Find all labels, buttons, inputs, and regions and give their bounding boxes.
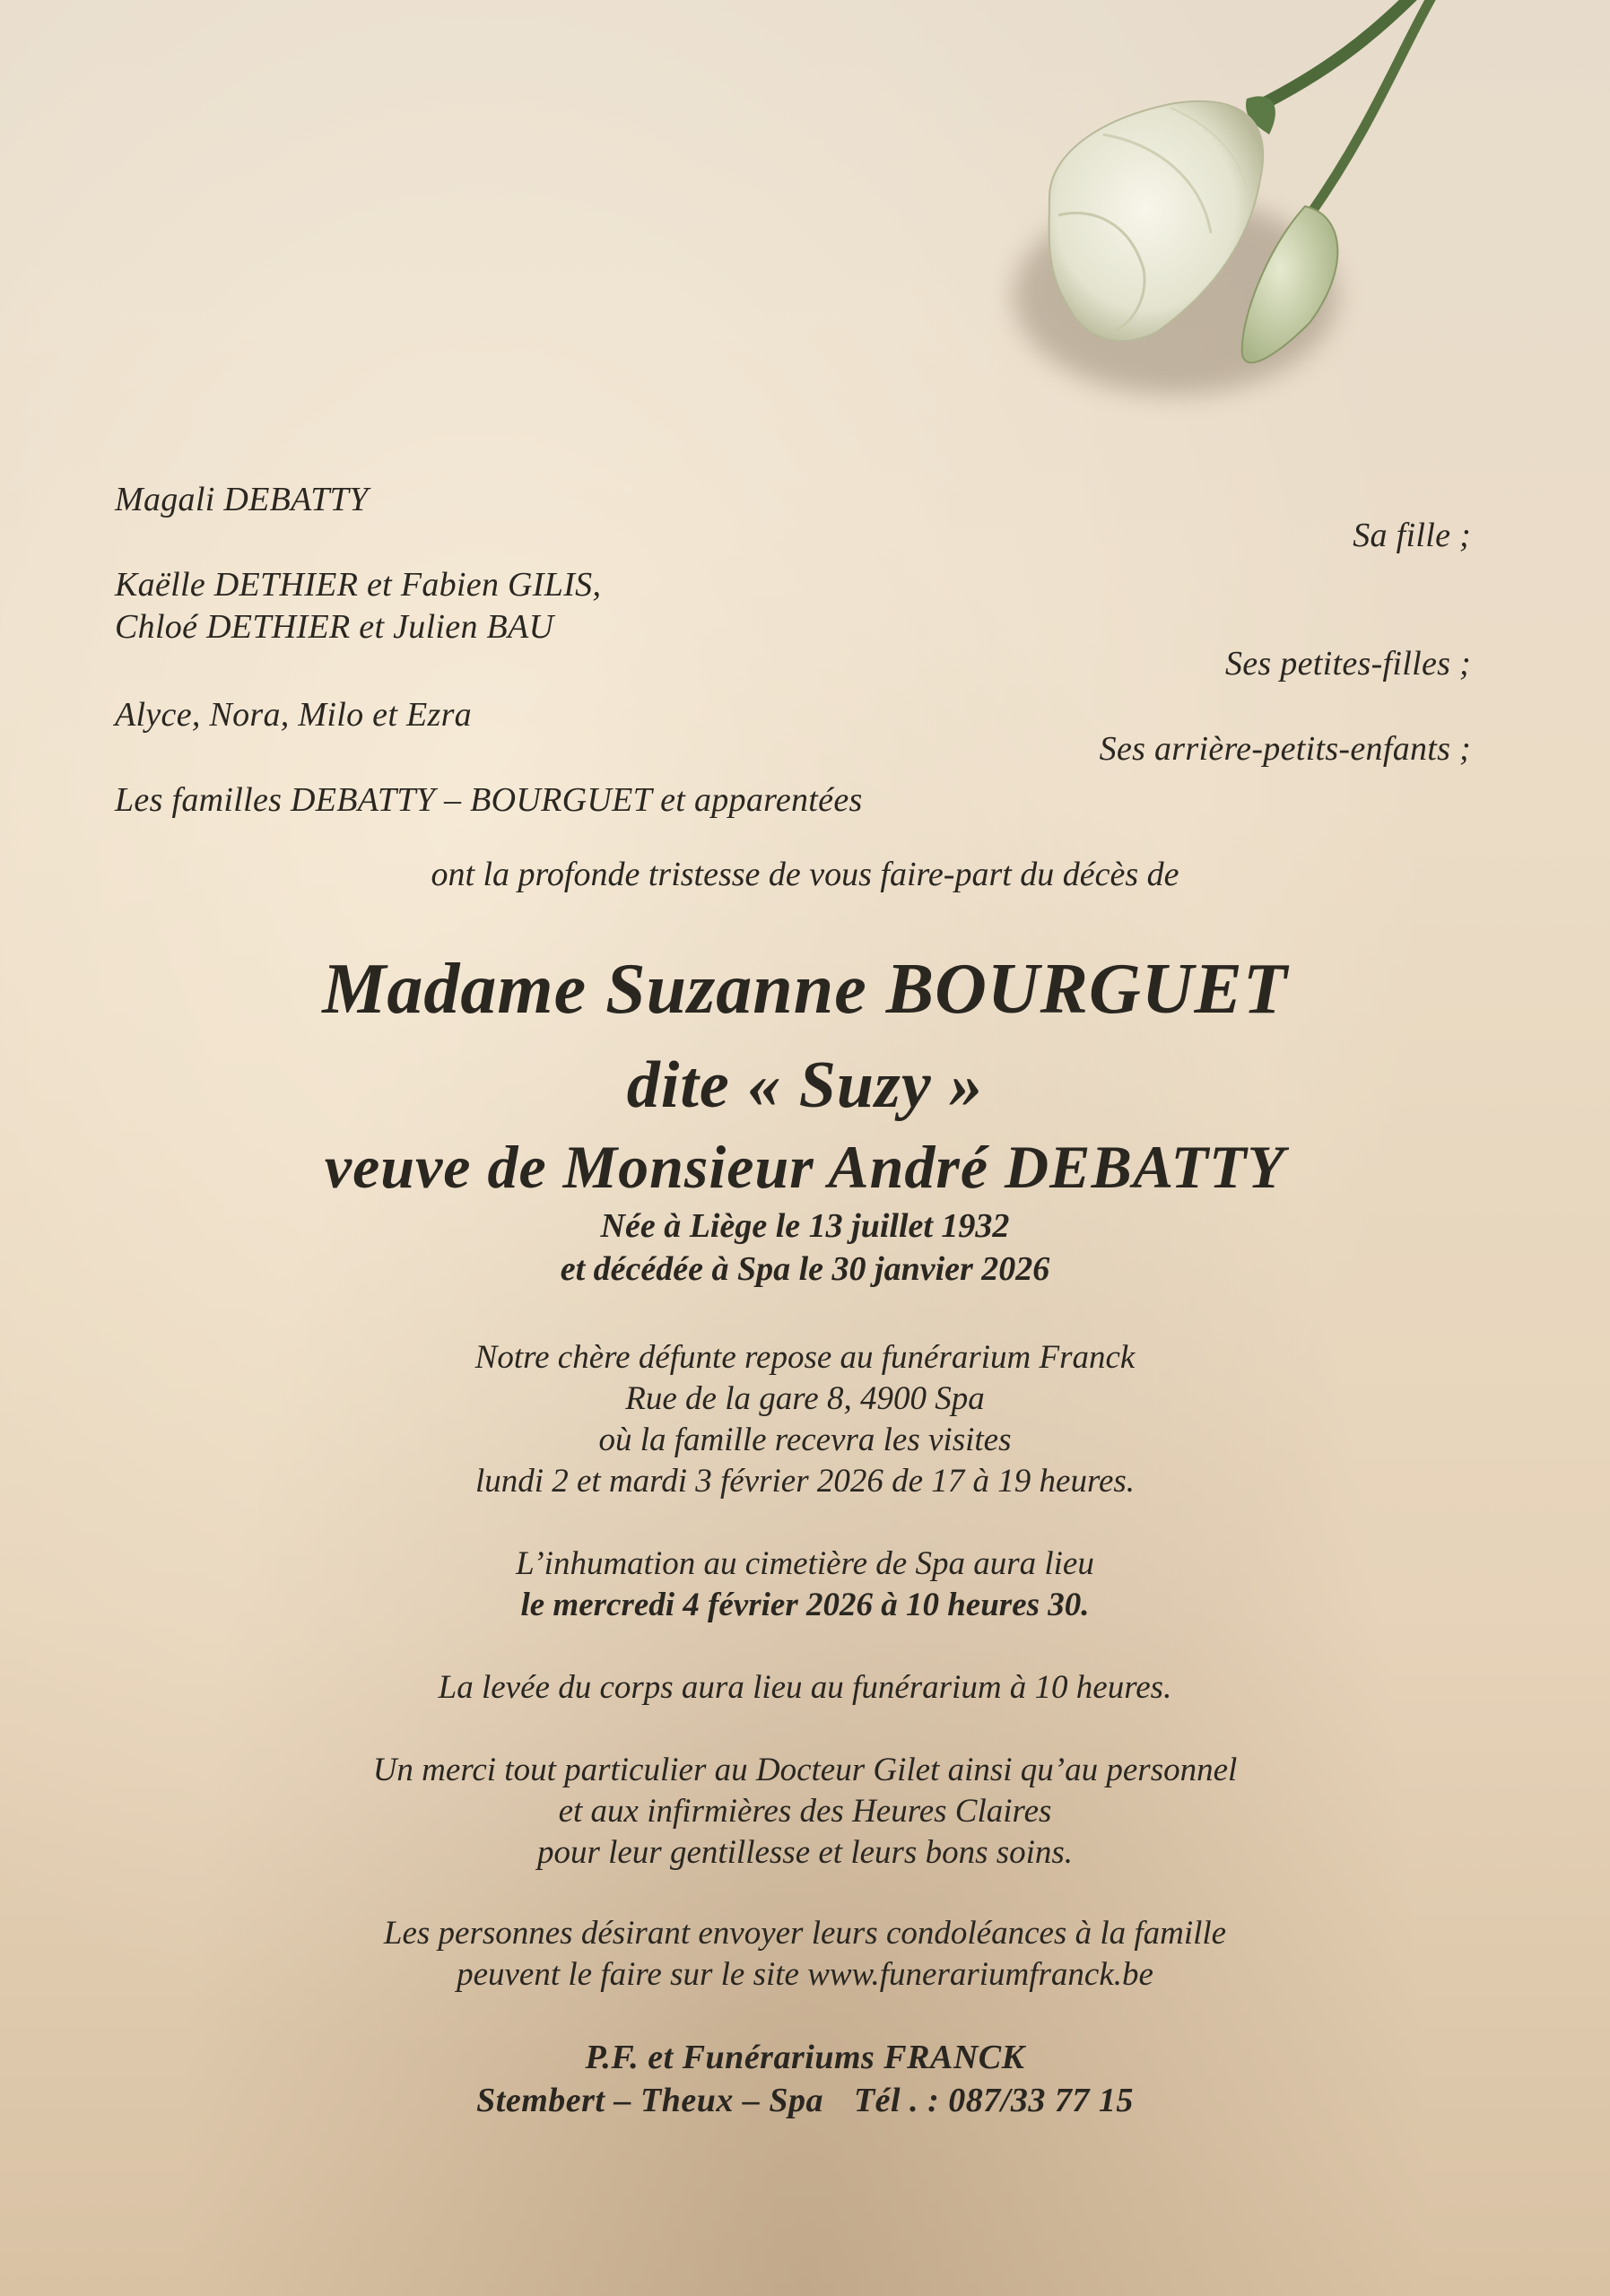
funeral-contact (0, 2081, 1610, 2120)
thanks-line-1: Un merci tout particulier au Docteur Gilet ainsi qu’au personnel (372, 1752, 1238, 1788)
deceased-nickname: dite « Suzy » (626, 1048, 984, 1122)
funeral-phone: Tél . : 087/33 77 15 (853, 2082, 1134, 2119)
burial-line-2: le mercredi 4 février 2026 à 10 heures 30. (520, 1587, 1090, 1623)
thanks-line-2: et aux infirmières des Heures Claires (558, 1793, 1052, 1830)
families-line: Les familles DEBATTY – BOURGUET et apparentées (115, 781, 863, 819)
granddaughters-role: Ses petites-filles ; (1224, 645, 1471, 683)
widow-of-line: veuve de Monsieur André DEBATTY (324, 1133, 1286, 1201)
funeral-company: P.F. et Funérariums FRANCK (585, 2039, 1025, 2076)
burial-line-1: L’inhumation au cimetière de Spa aura lieu (516, 1545, 1094, 1582)
visitation-line-1: Notre chère défunte repose au funérarium Franck (474, 1339, 1136, 1376)
daughter-name: Magali DEBATTY (115, 481, 369, 518)
birth-line: Née à Liège le 13 juillet 1932 (600, 1207, 1010, 1245)
visitation-line-2: Rue de la gare 8, 4900 Spa (625, 1380, 985, 1417)
condolences-line-1: Les personnes désirant envoyer leurs condoléances à la famille (383, 1915, 1227, 1952)
white-flower-illustration (951, 0, 1453, 448)
levee-line: La levée du corps aura lieu au funérarium à 10 heures. (438, 1669, 1172, 1706)
thanks-line-3: pour leur gentillesse et leurs bons soins. (536, 1834, 1074, 1871)
visitation-line-3: où la famille recevra les visites (598, 1422, 1012, 1458)
condolences-line-2: peuvent le faire sur le site www.funerariumfranck.be (457, 1956, 1153, 1993)
deceased-name: Madame Suzanne BOURGUET (322, 950, 1288, 1029)
announcement-text: ont la profonde tristesse de vous faire-part du décès de (431, 856, 1179, 893)
visitation-line-4: lundi 2 et mardi 3 février 2026 de 17 à 19 heures. (474, 1463, 1136, 1500)
funeral-locations: Stembert – Theux – Spa (476, 2082, 823, 2119)
death-line: et décédée à Spa le 30 janvier 2026 (560, 1250, 1050, 1288)
granddaughters-line-2: Chloé DETHIER et Julien BAU (115, 608, 554, 646)
granddaughters-line-1: Kaëlle DETHIER et Fabien GILIS, (115, 566, 602, 604)
daughter-role: Sa fille ; (1353, 517, 1471, 554)
greatgrandchildren-role: Ses arrière-petits-enfants ; (1099, 730, 1471, 768)
greatgrandchildren-names: Alyce, Nora, Milo et Ezra (115, 696, 472, 734)
